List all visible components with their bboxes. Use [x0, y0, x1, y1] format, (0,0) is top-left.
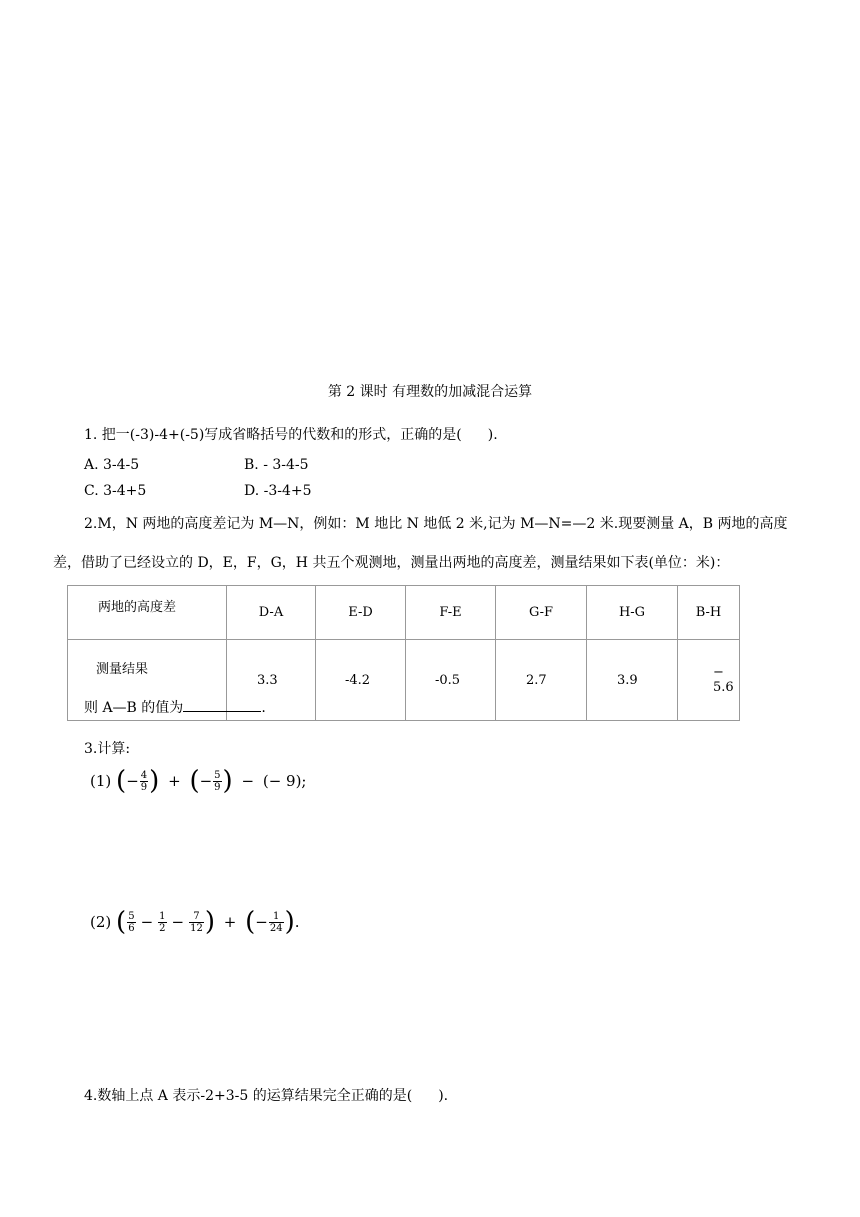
result-value: 3.3: [227, 640, 316, 721]
question-2-line1: 2.M，N 两地的高度差记为 M—N，例如：M 地比 N 地低 2 米,记为 M—N=—2 米.现要测量 A，B 两地的高度: [84, 516, 788, 532]
answer-blank: [183, 699, 261, 712]
column-header: H-G: [587, 586, 678, 640]
question-2-answer: [84, 697, 266, 717]
fraction: $\frac{7}{12}$: [190, 910, 203, 934]
problem-tail: (− 9);: [262, 772, 307, 790]
question-1-close: ).: [487, 427, 498, 443]
column-header: E-D: [316, 586, 406, 640]
option-a: A. 3-4-5: [84, 457, 140, 473]
fraction: $\frac{1}{2}$: [159, 910, 166, 934]
header-label-cell: 两地的高度差: [68, 586, 227, 640]
fraction: $\frac{5}{6}$: [128, 910, 135, 934]
result-label-cell: 测量结果: [68, 640, 227, 721]
result-value: − 5.6: [678, 640, 740, 721]
question-4-stem: [84, 1085, 448, 1105]
answer-prefix: 则 A—B 的值为: [84, 700, 184, 716]
question-4-text: 4.数轴上点 A 表示-2+3-5 的运算结果完全正确的是(: [84, 1088, 413, 1104]
option-c: C. 3-4+5: [84, 483, 147, 499]
column-header: G-F: [496, 586, 587, 640]
answer-suffix: .: [261, 700, 266, 716]
table-header-row: [68, 586, 740, 640]
question-3-label: 3.计算:: [84, 741, 131, 757]
question-1-stem: [84, 424, 498, 444]
lesson-title: 第 2 课时 有理数的加减混合运算: [327, 384, 533, 400]
problem-index: (2): [90, 913, 112, 931]
problem-index: (1): [90, 772, 112, 790]
column-header: B-H: [678, 586, 740, 640]
question-2-line2: 差，借助了已经设立的 D，E，F，G，H 共五个观测地，测量出两地的高度差，测量结果如下表(单位：米)：: [53, 555, 730, 571]
option-d: D. -3-4+5: [244, 483, 312, 499]
fraction: $\frac{4}{9}$: [140, 769, 148, 793]
result-value: 3.9: [587, 640, 678, 721]
problem-3-1: (1) (− $\frac{4}{9}$ ) + (− $\frac{5}{9}$ ) − (− 9);: [90, 766, 307, 796]
fraction: $\frac{5}{9}$: [214, 769, 221, 793]
option-b: B. - 3-4-5: [244, 457, 309, 473]
problem-tail: .: [294, 913, 300, 931]
fraction: $\frac{1}{24}$: [269, 910, 283, 934]
result-value: 2.7: [496, 640, 587, 721]
column-header: F-E: [406, 586, 496, 640]
question-4-close: ).: [438, 1088, 449, 1104]
question-1-text: 1. 把一(-3)-4+(-5)写成省略括号的代数和的形式，正确的是(: [84, 427, 462, 443]
column-header: D-A: [227, 586, 316, 640]
result-value: -0.5: [406, 640, 496, 721]
problem-3-2: (2) ( $\frac{5}{6}$ − $\frac{1}{2}$ − $\frac{7}{12}$ ) + (− $\frac{1}{24}$ ).: [90, 907, 300, 937]
result-value: -4.2: [316, 640, 406, 721]
